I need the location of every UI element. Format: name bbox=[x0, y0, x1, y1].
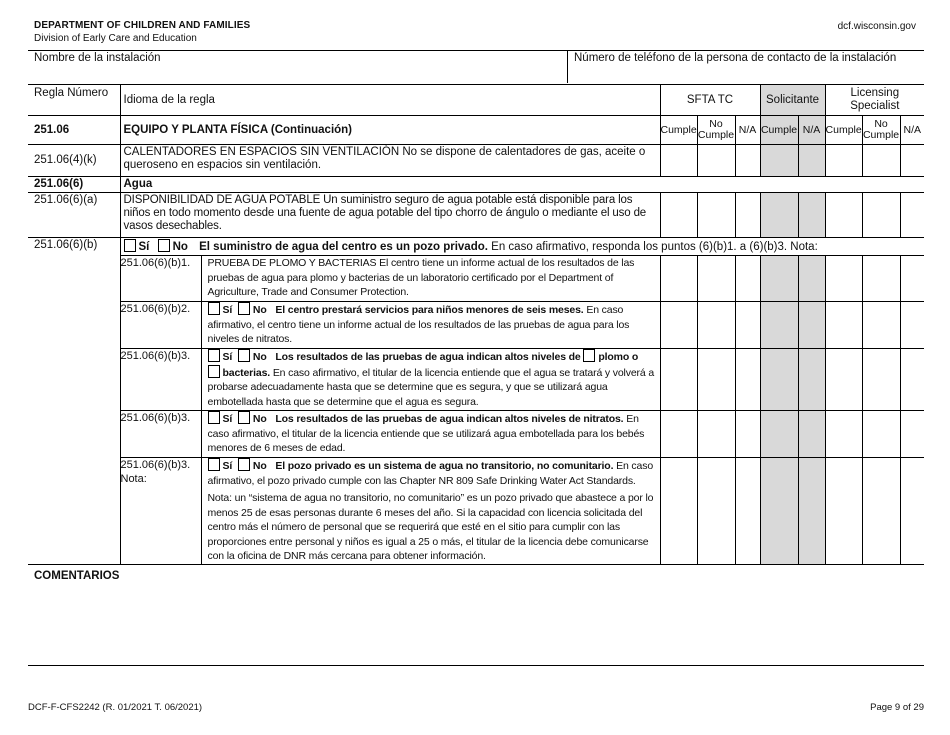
sub-rule-number: 251.06(6)(b)3. bbox=[120, 350, 191, 362]
department-name: DEPARTMENT OF CHILDREN AND FAMILIES bbox=[34, 20, 251, 31]
check-cell[interactable] bbox=[900, 193, 924, 238]
yes-label: Sí bbox=[222, 304, 233, 316]
check-cell[interactable] bbox=[760, 145, 798, 177]
applicant-header: Solicitante bbox=[760, 85, 825, 116]
yes-label: Sí bbox=[222, 413, 233, 425]
check-cell[interactable] bbox=[735, 411, 760, 458]
sub-rule-rest: En caso afirmativo, el titular de la licencia entiende que se utilizará agua embotellada para los bebés menores de 6 meses de edad. bbox=[207, 413, 645, 454]
yes-checkbox[interactable] bbox=[124, 239, 136, 252]
rule-rest-text: En caso afirmativo, responda los puntos (6)(b)1. a (6)(b)3. Nota: bbox=[491, 241, 818, 253]
check-cell[interactable] bbox=[697, 256, 735, 302]
check-cell[interactable] bbox=[760, 256, 798, 302]
check-cell[interactable] bbox=[900, 349, 924, 411]
check-cell[interactable] bbox=[862, 193, 900, 238]
blank-cell bbox=[28, 411, 120, 458]
sub-rule-cell bbox=[120, 349, 660, 411]
subsection-row bbox=[28, 177, 924, 193]
check-cell[interactable] bbox=[760, 411, 798, 458]
check-cell[interactable] bbox=[735, 302, 760, 349]
facility-phone-field[interactable] bbox=[569, 51, 924, 83]
check-cell[interactable] bbox=[900, 458, 924, 565]
lead-checkbox[interactable] bbox=[583, 349, 595, 362]
sub-rule-text: PRUEBA DE PLOMO Y BACTERIAS El centro tiene un informe actual de los resultados de las pruebas de agua para plomo y bacterias de un laboratorio certificado por el Department of Agriculture, Trade and Consumer Protection. bbox=[201, 256, 660, 301]
check-cell[interactable] bbox=[660, 411, 697, 458]
no-label: No bbox=[252, 304, 267, 316]
specialist-header: Licensing Specialist bbox=[825, 85, 924, 116]
comments-area[interactable] bbox=[28, 584, 924, 664]
check-cell[interactable] bbox=[697, 302, 735, 349]
no-checkbox[interactable] bbox=[238, 411, 250, 424]
blank-cell bbox=[28, 302, 120, 349]
rules-table bbox=[28, 84, 924, 565]
section-row bbox=[28, 116, 924, 145]
rule-number-header: Regla Número bbox=[28, 85, 120, 116]
lead-label: plomo o bbox=[598, 351, 639, 363]
division-name: Division of Early Care and Education bbox=[34, 33, 197, 44]
facility-name-field[interactable] bbox=[28, 51, 568, 83]
yes-label: Sí bbox=[222, 351, 233, 363]
rule-bold-text: El suministro de agua del centro es un pozo privado. bbox=[199, 241, 488, 253]
check-cell[interactable] bbox=[735, 145, 760, 177]
sub-rule-cell bbox=[120, 411, 660, 458]
no-checkbox[interactable] bbox=[158, 239, 170, 252]
form-id: DCF-F-CFS2242 (R. 01/2021 T. 06/2021) bbox=[28, 702, 203, 713]
bacteria-label: bacterias. bbox=[222, 366, 271, 379]
check-cell[interactable] bbox=[825, 411, 862, 458]
rule-row bbox=[28, 238, 924, 256]
page-number: Page 9 of 29 bbox=[870, 702, 924, 713]
check-cell[interactable] bbox=[825, 256, 862, 302]
sub-rule-bold: Los resultados de las pruebas de agua indican altos niveles de bbox=[275, 351, 581, 363]
sub-rule-cell bbox=[120, 302, 660, 349]
check-cell[interactable] bbox=[798, 145, 825, 177]
yes-label: Sí bbox=[138, 241, 150, 253]
section-number: 251.06 bbox=[28, 116, 120, 145]
yes-checkbox[interactable] bbox=[208, 458, 220, 471]
sub-rule-bold: El pozo privado es un sistema de agua no transitorio, no comunitario. bbox=[275, 460, 614, 472]
check-cell[interactable] bbox=[697, 458, 735, 565]
rule-text: CALENTADORES EN ESPACIOS SIN VENTILACIÓN No se dispone de calentadores de gas, aceite o queroseno en espacios sin ventilación. bbox=[120, 145, 660, 177]
sub-rule-number: 251.06(6)(b)3. bbox=[120, 412, 191, 424]
section-title: EQUIPO Y PLANTA FÍSICA (Continuación) bbox=[120, 116, 660, 145]
check-cell[interactable] bbox=[735, 349, 760, 411]
check-cell[interactable] bbox=[798, 411, 825, 458]
yes-checkbox[interactable] bbox=[208, 411, 220, 424]
check-cell[interactable] bbox=[660, 145, 697, 177]
check-cell[interactable] bbox=[862, 145, 900, 177]
check-cell[interactable] bbox=[900, 256, 924, 302]
sfta-na-header: N/A bbox=[735, 116, 760, 145]
check-cell[interactable] bbox=[660, 349, 697, 411]
check-cell[interactable] bbox=[862, 458, 900, 565]
comments-label: COMENTARIOS bbox=[34, 570, 120, 582]
sub-rule-bold: Los resultados de las pruebas de agua indican altos niveles de nitratos. bbox=[275, 413, 624, 425]
check-cell[interactable] bbox=[735, 193, 760, 238]
sub-rule-text bbox=[201, 458, 660, 564]
sub-rule-row bbox=[28, 302, 924, 349]
check-cell[interactable] bbox=[660, 193, 697, 238]
check-cell[interactable] bbox=[697, 349, 735, 411]
check-cell[interactable] bbox=[798, 256, 825, 302]
sub-rule-text bbox=[201, 349, 660, 410]
sub-rule-cell bbox=[120, 256, 660, 302]
sub-rule-rest: En caso afirmativo, el pozo privado cumple con las Chapter NR 809 Safe Drinking Water Act Standards. bbox=[207, 460, 654, 487]
sub-rule-bold: El centro prestará servicios para niños menores de seis meses. bbox=[275, 304, 584, 316]
sub-rule-row bbox=[28, 411, 924, 458]
sub-rule-text bbox=[201, 411, 660, 457]
check-cell[interactable] bbox=[825, 145, 862, 177]
sub-rule-number: 251.06(6)(b)2. bbox=[120, 303, 191, 315]
facility-phone-label: Número de teléfono de la persona de contacto de la instalación bbox=[574, 52, 897, 64]
blank-cell bbox=[28, 256, 120, 302]
check-cell[interactable] bbox=[660, 302, 697, 349]
check-cell[interactable] bbox=[825, 193, 862, 238]
check-cell[interactable] bbox=[697, 145, 735, 177]
no-label: No bbox=[172, 241, 188, 253]
check-cell[interactable] bbox=[862, 411, 900, 458]
rule-number: 251.06(4)(k) bbox=[28, 145, 120, 177]
comments-bottom-rule bbox=[28, 665, 924, 666]
sfta-nocumple-header: No Cumple bbox=[697, 116, 735, 145]
rule-text: DISPONIBILIDAD DE AGUA POTABLE Un suministro seguro de agua potable está disponible para los niños en todo momento desde una fuente de agua potable del tipo chorro de ángulo o mediante el uso de vasos desechables. bbox=[120, 193, 660, 238]
specialist-nocumple-header: No Cumple bbox=[862, 116, 900, 145]
sub-rule-number: 251.06(6)(b)3. Nota: bbox=[120, 459, 191, 485]
check-cell[interactable] bbox=[900, 302, 924, 349]
sub-rule-rest: En caso afirmativo, el titular de la licencia entiende que el agua se tratará y volverá a probarse adecuadamente hasta que se determine que es segura, y que se utilizará agua embotellada hasta que se determine que el agua es segura. bbox=[207, 366, 655, 408]
blank-cell bbox=[28, 458, 120, 565]
specialist-cumple-header: Cumple bbox=[825, 116, 862, 145]
check-cell[interactable] bbox=[825, 349, 862, 411]
check-cell[interactable] bbox=[735, 256, 760, 302]
blank-cell bbox=[28, 349, 120, 411]
check-cell[interactable] bbox=[697, 193, 735, 238]
check-cell[interactable] bbox=[862, 302, 900, 349]
check-cell[interactable] bbox=[798, 193, 825, 238]
no-checkbox[interactable] bbox=[238, 302, 250, 315]
sfta-cumple-header: Cumple bbox=[660, 116, 697, 145]
no-label: No bbox=[252, 413, 267, 425]
rule-row bbox=[28, 145, 924, 177]
check-cell[interactable] bbox=[660, 458, 697, 565]
check-cell[interactable] bbox=[760, 193, 798, 238]
check-cell[interactable] bbox=[697, 411, 735, 458]
check-cell[interactable] bbox=[862, 256, 900, 302]
bacteria-checkbox[interactable] bbox=[208, 365, 220, 378]
yes-checkbox[interactable] bbox=[208, 302, 220, 315]
sub-rule-row bbox=[28, 458, 924, 565]
check-cell[interactable] bbox=[760, 458, 798, 565]
check-cell[interactable] bbox=[798, 302, 825, 349]
website: dcf.wisconsin.gov bbox=[837, 21, 916, 32]
yes-checkbox[interactable] bbox=[208, 349, 220, 362]
specialist-na-header: N/A bbox=[900, 116, 924, 145]
rule-number: 251.06(6)(b) bbox=[28, 238, 120, 256]
sfta-header: SFTA TC bbox=[660, 85, 760, 116]
sub-rule-cell bbox=[120, 458, 660, 565]
rule-text bbox=[120, 238, 924, 256]
no-label: No bbox=[252, 460, 267, 472]
sub-rule-text bbox=[201, 302, 660, 348]
check-cell[interactable] bbox=[660, 256, 697, 302]
check-cell[interactable] bbox=[735, 458, 760, 565]
check-cell[interactable] bbox=[900, 145, 924, 177]
rule-number: 251.06(6) bbox=[28, 177, 120, 193]
yes-label: Sí bbox=[222, 460, 233, 472]
sub-rule-number: 251.06(6)(b)1. bbox=[120, 257, 191, 269]
rule-number: 251.06(6)(a) bbox=[28, 193, 120, 238]
check-cell[interactable] bbox=[760, 302, 798, 349]
no-checkbox[interactable] bbox=[238, 458, 250, 471]
sub-rule-note: Nota: un “sistema de agua no transitorio, no comunitario” es un pozo privado que abastece a por lo menos 25 de esas personas durante 6 meses del año. Si la capacidad con licencia solicitada del centro más el número de personal que se requerirá que esté en el sitio para cumplir con las proporciones entre personal y niños es igual a 25 o más, el titular de la licencia debe comunicarse con la oficina de DNR más cercana para obtener información. bbox=[207, 492, 654, 562]
applicant-na-header: N/A bbox=[798, 116, 825, 145]
facility-name-label: Nombre de la instalación bbox=[34, 52, 161, 64]
subsection-title: Agua bbox=[120, 177, 924, 193]
check-cell[interactable] bbox=[862, 349, 900, 411]
rule-language-header: Idioma de la regla bbox=[120, 85, 660, 116]
sub-rule-row bbox=[28, 349, 924, 411]
check-cell[interactable] bbox=[798, 349, 825, 411]
check-cell[interactable] bbox=[760, 349, 798, 411]
sub-rule-rest: En caso afirmativo, el centro tiene un informe actual de los resultados de las pruebas de agua para los niveles de nitratos. bbox=[207, 304, 630, 345]
check-cell[interactable] bbox=[825, 302, 862, 349]
check-cell[interactable] bbox=[825, 458, 862, 565]
rule-row bbox=[28, 193, 924, 238]
check-cell[interactable] bbox=[900, 411, 924, 458]
no-label: No bbox=[252, 351, 267, 363]
check-cell[interactable] bbox=[798, 458, 825, 565]
no-checkbox[interactable] bbox=[238, 349, 250, 362]
applicant-cumple-header: Cumple bbox=[760, 116, 798, 145]
column-header-row bbox=[28, 85, 924, 116]
sub-rule-row bbox=[28, 256, 924, 302]
